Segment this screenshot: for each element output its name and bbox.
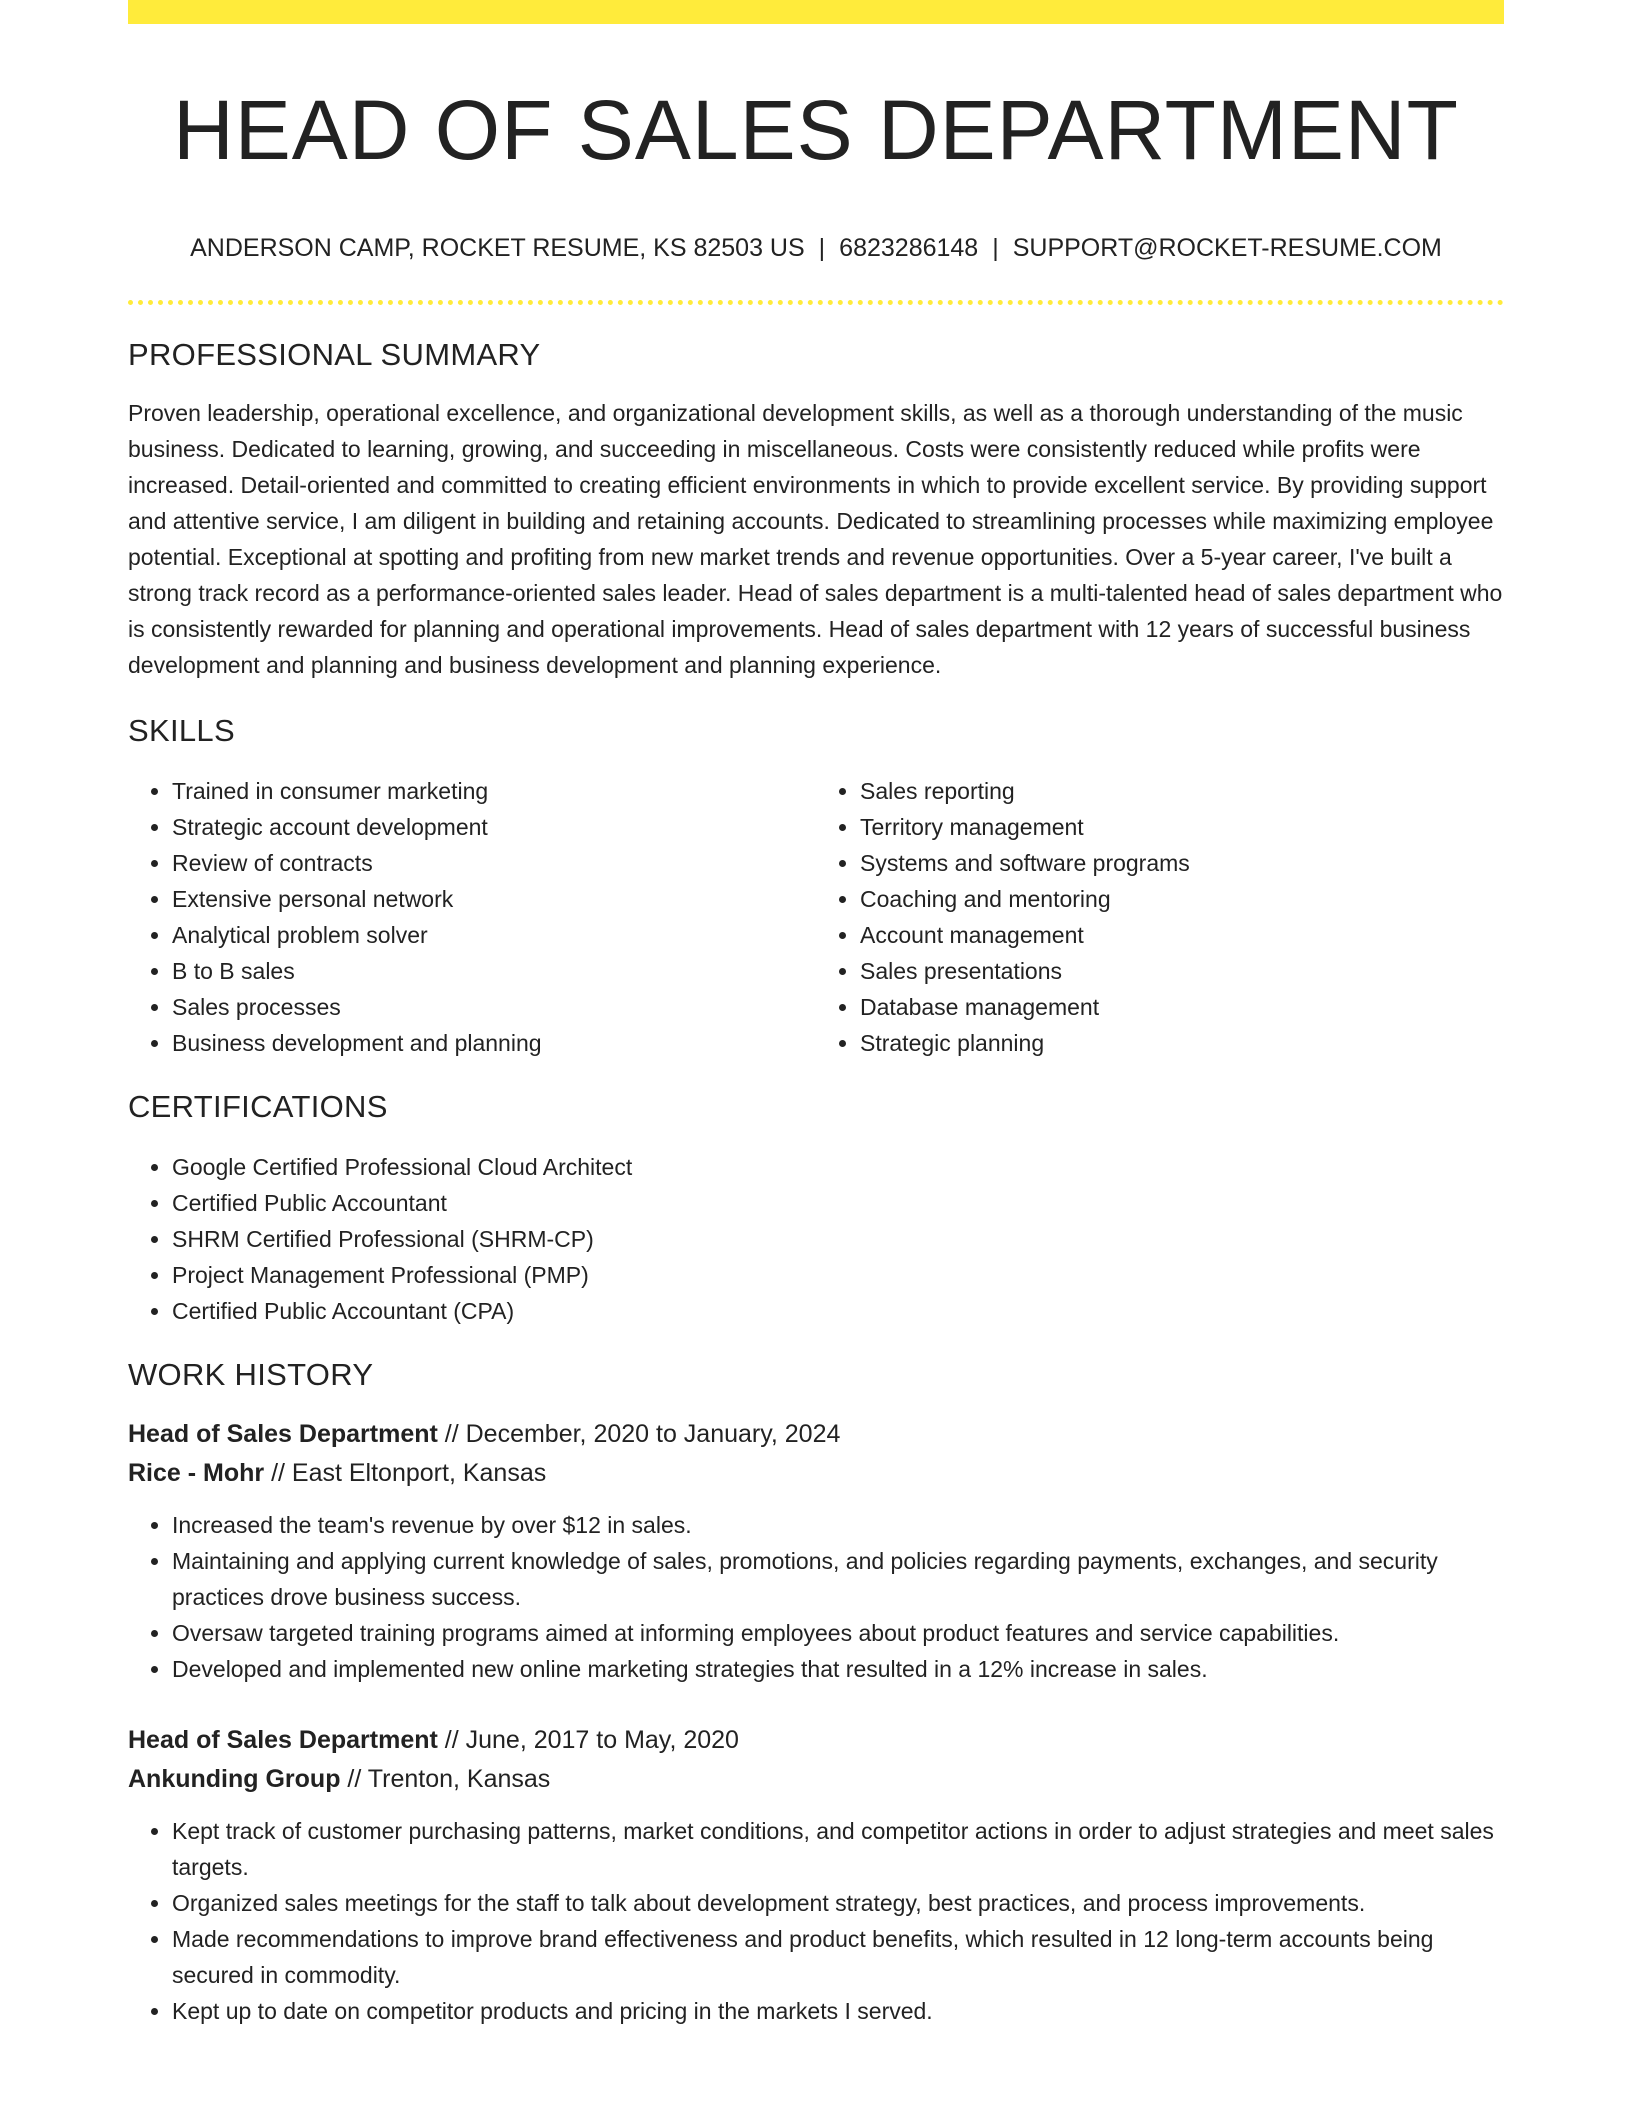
skills-columns <box>128 773 1504 1061</box>
job-bullet: • Organized sales meetings for the staff to talk about development strategy, best practices, and process improvements. <box>172 1885 1504 1921</box>
job-dates: // June, 2017 to May, 2020 <box>437 1726 739 1754</box>
skill-item: • Database management <box>860 989 1504 1025</box>
summary-text: Proven leadership, operational excellence, and organizational development skills, as well as a thorough understanding of the music business. Dedicated to learning, growing, and succeeding in miscellaneous. Costs were consistently reduced while profits were increased. Detail-oriented and committed to creating efficient environments in which to provide excellent service. By providing support and attentive service, I am diligent in building and retaining accounts. Dedicated to streamlining processes while maximizing employee potential. Exceptional at spotting and profiting from new market trends and revenue opportunities. Over a 5-year career, I've built a strong track record as a performance-oriented sales leader. Head of sales department is a multi-talented head of sales department who is consistently rewarded for planning and operational improvements. Head of sales department with 12 years of successful business development and planning and business development and planning experience. <box>128 400 1503 678</box>
contact-phone: 6823286148 <box>839 234 979 262</box>
work-history-title: WORK HISTORY <box>128 1357 374 1392</box>
job-bullets <box>128 1813 1504 2029</box>
resume-page <box>128 0 1504 2029</box>
job-company-line <box>128 1454 1504 1493</box>
certification-item: • Certified Public Accountant (CPA) <box>172 1293 1504 1329</box>
job-location: // Trenton, Kansas <box>340 1765 551 1793</box>
job-bullet: • Maintaining and applying current knowledge of sales, promotions, and policies regarding payments, exchanges, and security practices drove business success. <box>172 1543 1504 1615</box>
skill-item: • Sales processes <box>172 989 816 1025</box>
skills-list-left <box>128 773 816 1061</box>
job-bullet: • Oversaw targeted training programs aimed at informing employees about product features and service capabilities. <box>172 1615 1504 1651</box>
skill-item: • Analytical problem solver <box>172 917 816 953</box>
job-company-line <box>128 1760 1504 1799</box>
contact-address: ANDERSON CAMP, ROCKET RESUME, KS 82503 US <box>190 234 805 262</box>
job-bullet: • Increased the team's revenue by over $12 in sales. <box>172 1507 1504 1543</box>
certification-item: • Project Management Professional (PMP) <box>172 1257 1504 1293</box>
skill-item: • Territory management <box>860 809 1504 845</box>
skill-item: • Coaching and mentoring <box>860 881 1504 917</box>
job-company: Ankunding Group <box>128 1765 341 1793</box>
skill-item: • Extensive personal network <box>172 881 816 917</box>
skill-item: • Sales reporting <box>860 773 1504 809</box>
job-bullet: • Kept up to date on competitor products and pricing in the markets I served. <box>172 1993 1504 2029</box>
job-role: Head of Sales Department <box>128 1726 438 1754</box>
skills-title: SKILLS <box>128 713 235 748</box>
job-company: Rice - Mohr <box>128 1459 265 1487</box>
job-bullet: • Made recommendations to improve brand effectiveness and product benefits, which resulted in 12 long-term accounts being secured in commodity. <box>172 1921 1504 1993</box>
contact-line <box>128 232 1504 264</box>
skills-list-right <box>816 773 1504 1061</box>
certification-item: • Google Certified Professional Cloud Architect <box>172 1149 1504 1185</box>
job-bullets <box>128 1507 1504 1687</box>
certifications-list <box>128 1149 1504 1329</box>
summary-title: PROFESSIONAL SUMMARY <box>128 337 541 372</box>
resume-name: HEAD OF SALES DEPARTMENT <box>173 83 1459 177</box>
skill-item: • Systems and software programs <box>860 845 1504 881</box>
contact-separator: | <box>992 234 999 262</box>
skill-item: • Review of contracts <box>172 845 816 881</box>
job-entry <box>128 1415 1504 1687</box>
job-bullet: • Developed and implemented new online marketing strategies that resulted in a 12% increase in sales. <box>172 1651 1504 1687</box>
skill-item: • B to B sales <box>172 953 816 989</box>
dotted-divider <box>128 300 1504 305</box>
job-dates: // December, 2020 to January, 2024 <box>437 1420 841 1448</box>
certifications-title: CERTIFICATIONS <box>128 1089 388 1124</box>
top-accent-bar <box>128 0 1504 24</box>
skill-item: • Business development and planning <box>172 1025 816 1061</box>
job-bullet: • Kept track of customer purchasing patterns, market conditions, and competitor actions in order to adjust strategies and meet sales targets. <box>172 1813 1504 1885</box>
skill-item: • Strategic planning <box>860 1025 1504 1061</box>
job-role: Head of Sales Department <box>128 1420 438 1448</box>
job-entry <box>128 1721 1504 2029</box>
skill-item: • Account management <box>860 917 1504 953</box>
certification-item: • Certified Public Accountant <box>172 1185 1504 1221</box>
job-role-line <box>128 1415 1504 1454</box>
certification-item: • SHRM Certified Professional (SHRM-CP) <box>172 1221 1504 1257</box>
contact-email[interactable]: SUPPORT@ROCKET-RESUME.COM <box>1012 234 1442 262</box>
contact-separator: | <box>818 234 826 262</box>
skill-item: • Sales presentations <box>860 953 1504 989</box>
job-role-line <box>128 1721 1504 1760</box>
job-location: // East Eltonport, Kansas <box>264 1459 547 1487</box>
skill-item: • Trained in consumer marketing <box>172 773 816 809</box>
skill-item: • Strategic account development <box>172 809 816 845</box>
